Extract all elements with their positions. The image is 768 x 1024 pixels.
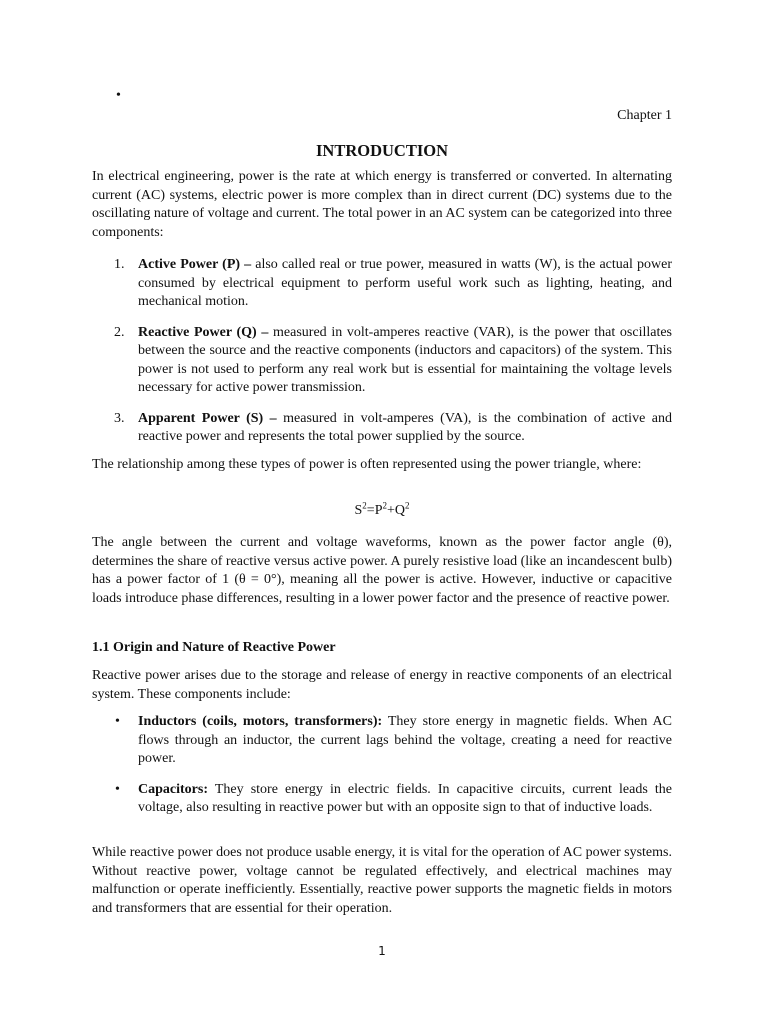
list-item — [92, 713, 672, 769]
power-components-list — [92, 256, 672, 447]
list-item — [92, 256, 672, 312]
list-item — [92, 410, 672, 447]
list-number: 1. — [114, 257, 125, 272]
bullet-icon: • — [115, 781, 120, 797]
list-item-text: also called real or true power, measured in watts (W), is the actual power consumed by electrical equipment to perform useful work such as lighting, heating, and mechanical motion. — [138, 257, 672, 309]
list-number: 3. — [114, 410, 125, 426]
section-heading: 1.1 Origin and Nature of Reactive Power — [92, 640, 336, 655]
list-item-term: Reactive Power (Q) – — [138, 324, 269, 340]
relationship-paragraph: The relationship among these types of power is often represented using the power triangle, where: — [92, 457, 642, 472]
list-item-text: They store energy in magnetic fields. When AC flows through an inductor, the current lags behind the voltage, creating a need for reactive power. — [138, 714, 672, 766]
list-item-term: Active Power (P) – — [138, 257, 252, 272]
reactive-components-list — [92, 713, 672, 818]
list-item-text: They store energy in electric fields. In capacitive circuits, current leads the voltage, also resulting in reactive power but with an opposite sign to that of inductive loads. — [138, 781, 672, 815]
list-item — [92, 324, 672, 398]
page-number: 1 — [378, 944, 386, 958]
list-item-term: Capacitors: — [138, 781, 208, 797]
chapter-label: Chapter 1 — [617, 108, 672, 123]
list-item-text: measured in volt-amperes (VA), is the combination of active and reactive power and represents the total power supplied by the source. — [138, 410, 672, 444]
list-item — [92, 781, 672, 818]
list-item-term: Apparent Power (S) – — [138, 410, 277, 426]
list-number: 2. — [114, 324, 125, 340]
list-item-text: measured in volt-amperes reactive (VAR), is the power that oscillates between the source and the reactive components (inductors and capacitors) of the system. This power is not used to perform any real work but is essential for maintaining the voltage levels necessary for active power transmission. — [138, 324, 673, 395]
power-triangle-formula: $S^2=P^2+Q^2$ — [354, 500, 410, 518]
list-item-term: Inductors (coils, motors, transformers): — [138, 714, 383, 729]
stray-bullet-mark: • — [116, 88, 121, 103]
closing-paragraph: While reactive power does not produce usable energy, it is vital for the operation of AC power systems. Without reactive power, voltage cannot be regulated effectively, and electrical machines may malfunction or operate inefficiently. Essentially, reactive power supports the magnetic fields in motors and transformers that are essential for their operation. — [92, 845, 672, 916]
intro-paragraph: In electrical engineering, power is the rate at which energy is transferred or converted. In alternating current (AC) systems, electric power is more complex than in direct current (DC) systems due to the oscillating nature of voltage and current. The total power in an AC system can be categorized into three components: — [92, 169, 672, 240]
bullet-icon: • — [115, 714, 120, 729]
page-title: INTRODUCTION — [315, 141, 449, 160]
angle-paragraph: The angle between the current and voltage waveforms, known as the power factor angle (θ), determines the share of reactive versus active power. A purely resistive load (like an incandescent bulb) has a power factor of 1 (θ = 0°), meaning all the power is active. However, inductive or capacitive loads introduce phase differences, resulting in a lower power factor and the presence of reactive power. — [92, 535, 672, 606]
section-paragraph: Reactive power arises due to the storage and release of energy in reactive components of an electrical system. These components include: — [92, 668, 672, 702]
